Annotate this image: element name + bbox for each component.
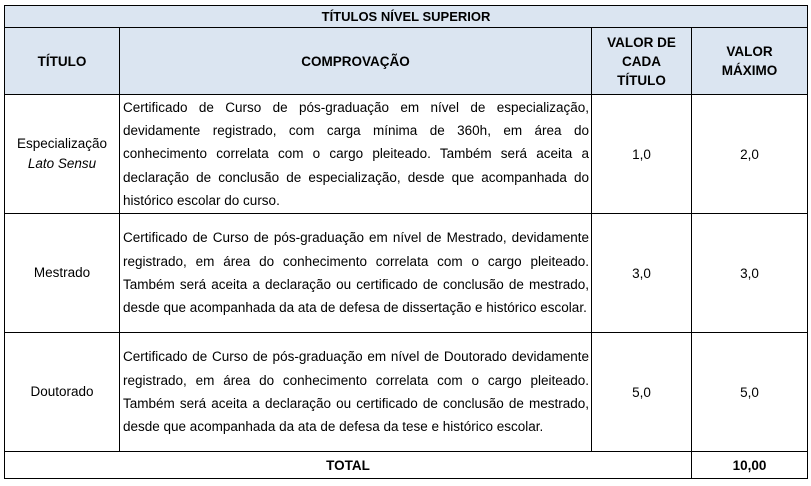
header-valor-cada: VALOR DE CADA TÍTULO bbox=[592, 28, 692, 95]
row-title: Especialização bbox=[16, 136, 108, 151]
row-valor-maximo: 5,0 bbox=[692, 333, 808, 452]
titles-table bbox=[4, 5, 808, 479]
row-valor-cada: 5,0 bbox=[592, 333, 692, 452]
table-row bbox=[5, 214, 808, 333]
row-title: Doutorado bbox=[5, 333, 120, 452]
total-row bbox=[5, 452, 808, 479]
row-title-sub: Lato Sensu bbox=[27, 156, 97, 171]
table-title: TÍTULOS NÍVEL SUPERIOR bbox=[5, 6, 808, 28]
row-valor-maximo: 2,0 bbox=[692, 95, 808, 214]
row-valor-cada: 1,0 bbox=[592, 95, 692, 214]
header-titulo: TÍTULO bbox=[5, 28, 120, 95]
table-row bbox=[5, 333, 808, 452]
header-row bbox=[5, 28, 808, 95]
row-valor-cada: 3,0 bbox=[592, 214, 692, 333]
total-label: TOTAL bbox=[5, 452, 692, 479]
row-description: Certificado de Curso de pós-graduação em nível de especialização, devidamente registrado, com carga mínima de 360h, em área do conhecimento correlata com o cargo pleiteado. Também será aceita a declaração de conclusão de especialização, desde que acompanhada do histórico escolar do curso. bbox=[120, 95, 592, 214]
total-value: 10,00 bbox=[692, 452, 808, 479]
header-comprovacao: COMPROVAÇÃO bbox=[120, 28, 592, 95]
row-title: Mestrado bbox=[5, 214, 120, 333]
row-description: Certificado de Curso de pós-graduação em nível de Doutorado devidamente registrado, em área do conhecimento correlata com o cargo pleiteado. Também será aceita a declaração ou certificado de conclusão de mestrado, desde que acompanhada da ata de defesa da tese e histórico escolar. bbox=[120, 333, 592, 452]
table-row bbox=[5, 95, 808, 214]
row-title-cell bbox=[5, 95, 120, 214]
row-valor-maximo: 3,0 bbox=[692, 214, 808, 333]
header-valor-maximo: VALOR MÁXIMO bbox=[692, 28, 808, 95]
table-title-row bbox=[5, 6, 808, 28]
row-description: Certificado de Curso de pós-graduação em nível de Mestrado, devidamente registrado, em área do conhecimento correlata com o cargo pleiteado. Também será aceita a declaração ou certificado de conclusão de mestrado, desde que acompanhada da ata de defesa de dissertação e histórico escolar. bbox=[120, 214, 592, 333]
